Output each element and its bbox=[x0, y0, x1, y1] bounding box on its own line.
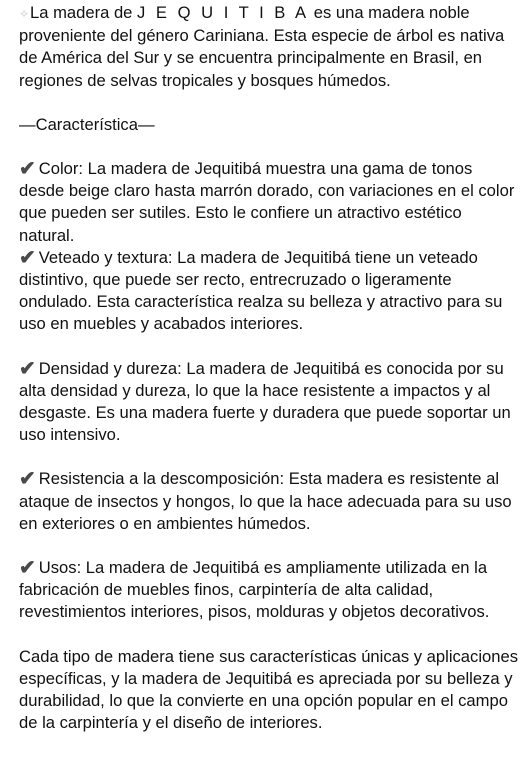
spacer bbox=[19, 136, 519, 158]
feature-text: Resistencia a la descomposición: Esta madera es resistente al ataque de insectos y hongos, lo que la hace adecuada para su uso en exteriores o en ambientes húmedos. bbox=[19, 469, 512, 533]
feature-resistance bbox=[19, 468, 519, 535]
feature-text: Veteado y textura: La madera de Jequitibá tiene un veteado distintivo, que puede ser recto, entrecruzado o ligeramente ondulado. Esta característica realza su belleza y atractivo para su uso en muebles y acabados interiores. bbox=[19, 247, 503, 334]
conclusion-paragraph: Cada tipo de madera tiene sus características únicas y aplicaciones específicas, y la madera de Jequitibá es apreciada por su belleza y durabilidad, lo que la convierte en una opción popular en el campo de la carpintería y el diseño de interiores. bbox=[19, 646, 518, 733]
feature-color bbox=[19, 158, 519, 247]
intro-paragraph bbox=[19, 2, 519, 92]
intro-rest: es una madera noble proveniente del género Cariniana. Esta especie de árbol es nativa de América del Sur y se encuentra principalmente en Brasil, en regiones de selvas tropicales y bosques húmedos. bbox=[19, 3, 505, 90]
check-mark-icon: ✔ bbox=[19, 246, 36, 269]
sparkle-icon: ✧ bbox=[19, 7, 30, 21]
feature-grain bbox=[19, 247, 519, 336]
post-text bbox=[19, 2, 519, 734]
feature-text: Usos: La madera de Jequitibá es ampliamente utilizada en la fabricación de muebles finos, carpintería de alta calidad, revestimientos interiores, pisos, molduras y objetos decorativos. bbox=[19, 558, 490, 622]
feature-density bbox=[19, 358, 519, 447]
spacer bbox=[19, 624, 519, 646]
intro-lead: La madera de bbox=[30, 3, 138, 22]
spacer bbox=[19, 446, 519, 468]
spacer bbox=[19, 336, 519, 358]
feature-text: Color: La madera de Jequitibá muestra una gama de tonos desde beige claro hasta marrón dorado, con variaciones en el color que pueden ser sutiles. Esto le confiere un atractivo estético natural. bbox=[19, 159, 515, 245]
section-heading: —Característica— bbox=[19, 114, 155, 134]
spacer bbox=[19, 535, 519, 557]
spacer bbox=[19, 92, 519, 114]
check-mark-icon: ✔ bbox=[19, 557, 36, 580]
check-mark-icon: ✔ bbox=[19, 468, 36, 491]
wood-name: J E Q U I T I B A bbox=[137, 3, 310, 22]
check-mark-icon: ✔ bbox=[19, 357, 36, 380]
feature-uses bbox=[19, 557, 519, 624]
check-mark-icon: ✔ bbox=[19, 158, 36, 181]
feature-text: Densidad y dureza: La madera de Jequitibá es conocida por su alta densidad y dureza, lo que la hace resistente a impactos y al desgaste. Es una madera fuerte y duradera que puede soportar un uso intensivo. bbox=[19, 358, 511, 445]
